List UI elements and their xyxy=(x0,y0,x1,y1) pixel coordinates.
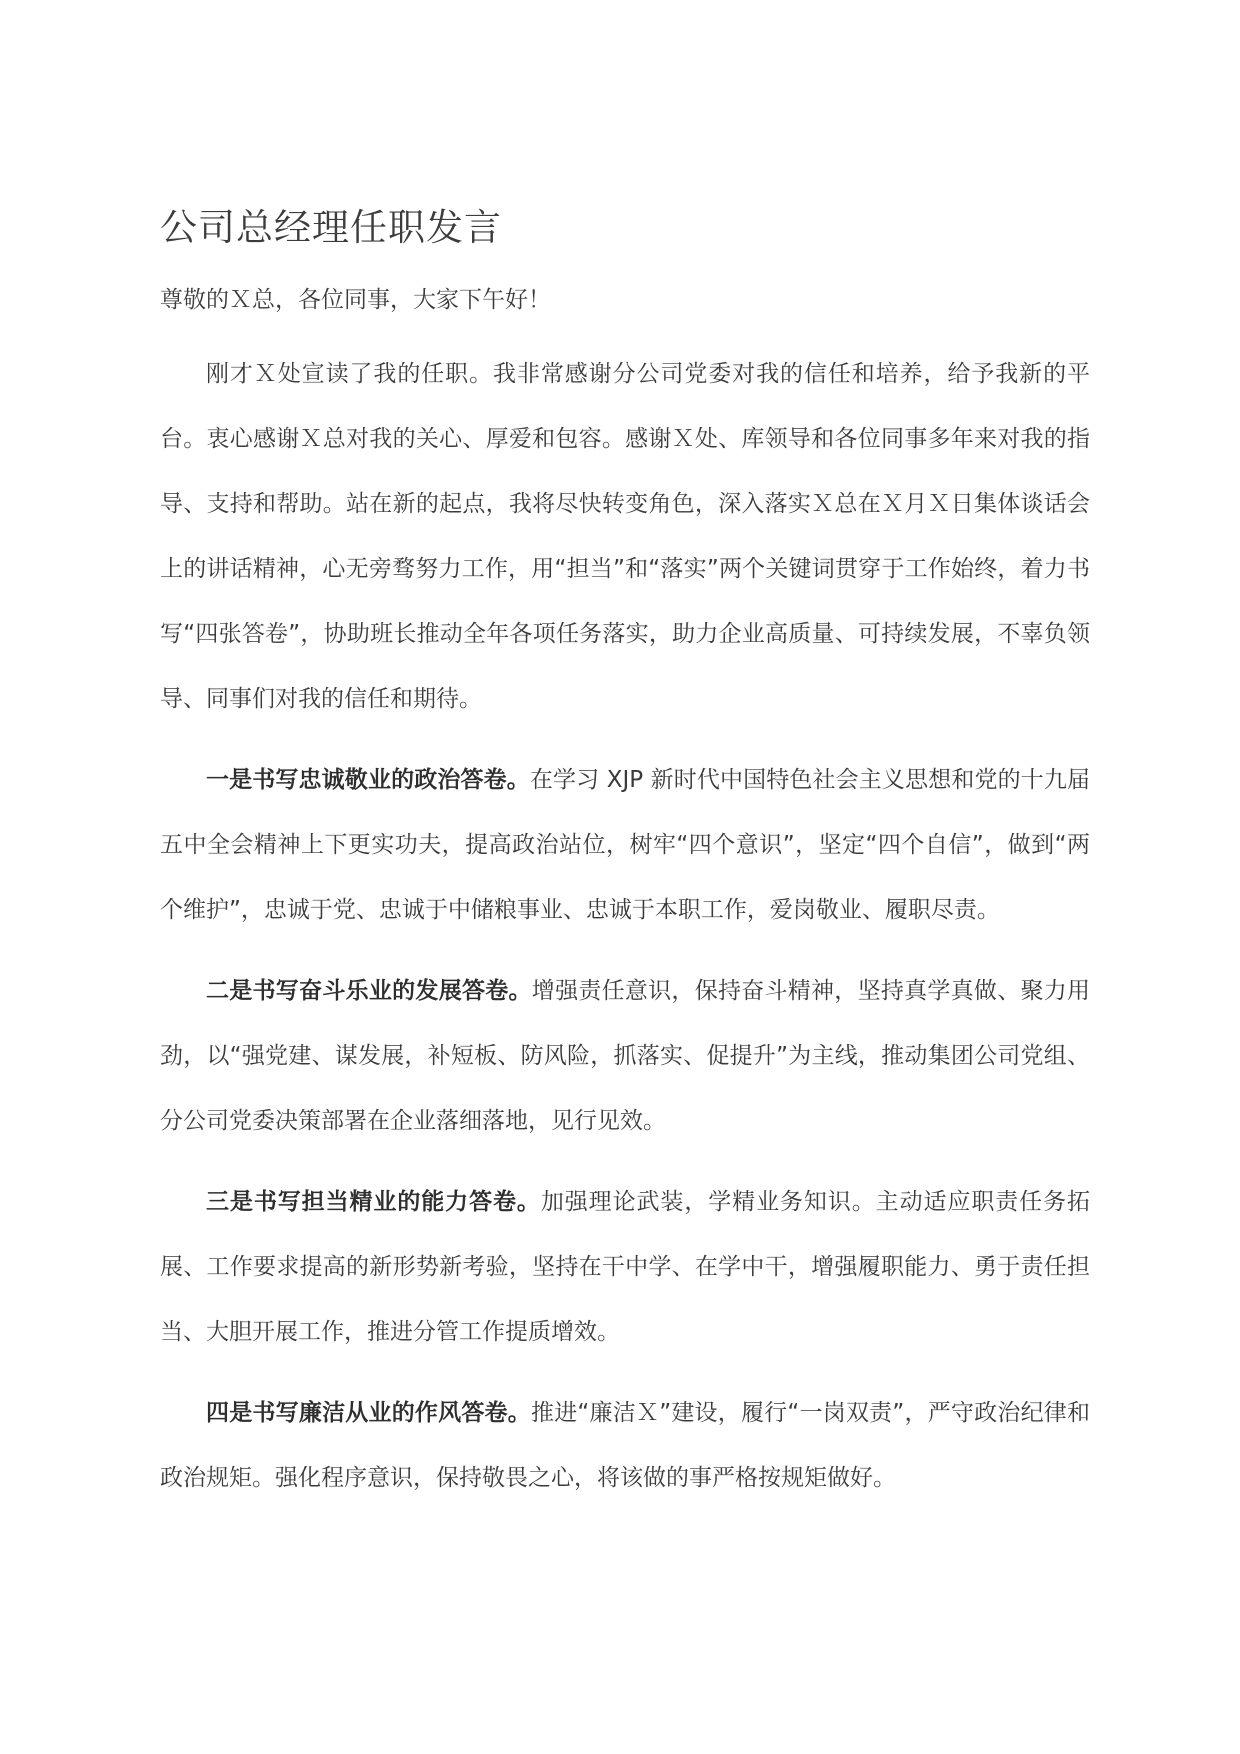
document-title: 公司总经理任职发言 xyxy=(160,206,502,249)
section-body: 增强责任意识，保持奋斗精神，坚持真学真做、聚力用劲，以“强党建、谋发展，补短板、防风险，抓落实、促提升”为主线，推动集团公司党组、分公司党委决策部署在企业落细落地，见行见效。 xyxy=(160,978,1091,1134)
section-lead: 三是书写担当精业的能力答卷。 xyxy=(206,1189,541,1215)
section-paragraph-3 xyxy=(160,1170,1090,1365)
document-page xyxy=(160,198,1090,1527)
intro-paragraph: 刚才Ｘ处宣读了我的任职。我非常感谢分公司党委对我的信任和培养，给予我新的平台。衷心感谢Ｘ总对我的关心、厚爱和包容。感谢Ｘ处、库领导和各位同事多年来对我的指导、支持和帮助。站在新的起点，我将尽快转变角色，深入落实Ｘ总在Ｘ月Ｘ日集体谈话会上的讲话精神，心无旁骛努力工作，用“担当”和“落实”两个关键词贯穿于工作始终，着力书写“四张答卷”，协助班长推动全年各项任务落实，助力企业高质量、可持续发展，不辜负领导、同事们对我的信任和期待。 xyxy=(160,361,1090,712)
section-paragraph-1 xyxy=(160,748,1090,943)
section-body: 在学习 XJP 新时代中国特色社会主义思想和党的十九届五中全会精神上下更实功夫，提高政治站位，树牢“四个意识”，坚定“四个自信”，做到“两个维护”，忠诚于党、忠诚于中储粮事业、忠诚于本职工作，爱岗敬业、履职尽责。 xyxy=(160,767,1091,923)
section-body: 加强理论武装，学精业务知识。主动适应职责任务拓展、工作要求提高的新形势新考验，坚持在干中学、在学中干，增强履职能力、勇于责任担当、大胆开展工作，推进分管工作提质增效。 xyxy=(160,1189,1091,1345)
section-lead: 二是书写奋斗乐业的发展答卷。 xyxy=(206,978,532,1004)
section-lead: 四是书写廉洁从业的作风答卷。 xyxy=(206,1400,531,1426)
section-body: 推进“廉洁Ｘ”建设，履行“一岗双责”，严守政治纪律和政治规矩。强化程序意识，保持敬畏之心，将该做的事严格按规矩做好。 xyxy=(160,1400,1091,1491)
section-lead: 一是书写忠诚敬业的政治答卷。 xyxy=(206,767,530,793)
section-paragraph-4 xyxy=(160,1381,1090,1511)
salutation: 尊敬的Ｘ总，各位同事，大家下午好！ xyxy=(160,287,551,313)
section-paragraph-2 xyxy=(160,959,1090,1154)
